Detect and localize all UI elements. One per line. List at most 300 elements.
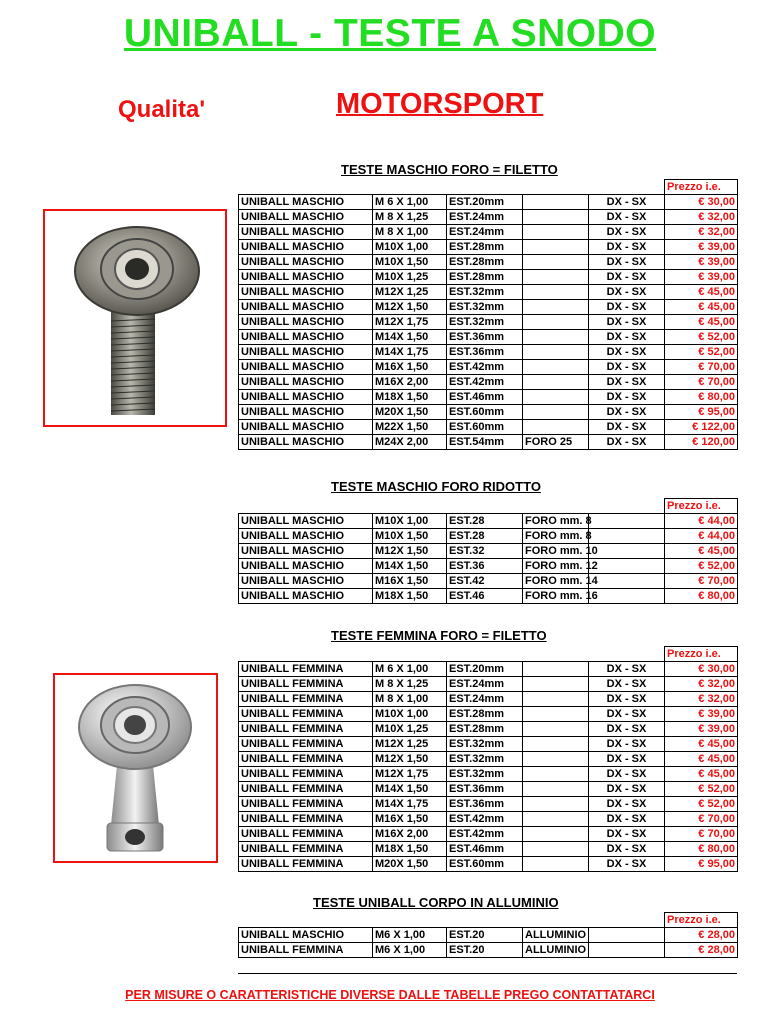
product-cell: UNIBALL MASCHIO (239, 360, 373, 375)
header-empty-cell (523, 647, 589, 662)
thread-cell: M14X 1,50 (373, 330, 447, 345)
price-table-aluminium (238, 912, 738, 958)
product-cell: UNIBALL FEMMINA (239, 812, 373, 827)
thread-cell: M24X 2,00 (373, 435, 447, 450)
thread-cell: M14X 1,75 (373, 345, 447, 360)
thread-cell: M10X 1,50 (373, 529, 447, 544)
price-cell: € 70,00 (665, 360, 738, 375)
direction-cell: DX - SX (589, 255, 665, 270)
product-cell: UNIBALL MASCHIO (239, 405, 373, 420)
thread-cell: M18X 1,50 (373, 842, 447, 857)
price-cell: € 45,00 (665, 544, 738, 559)
hole-cell (523, 330, 589, 345)
header-empty-cell (373, 913, 447, 928)
direction-cell: DX - SX (589, 285, 665, 300)
size-cell: EST.28 (447, 529, 523, 544)
size-cell: EST.32mm (447, 285, 523, 300)
product-cell: UNIBALL MASCHIO (239, 345, 373, 360)
price-cell: € 45,00 (665, 300, 738, 315)
size-cell: EST.24mm (447, 210, 523, 225)
table-row (239, 544, 738, 559)
direction-cell: DX - SX (589, 797, 665, 812)
price-cell: € 39,00 (665, 240, 738, 255)
size-cell: EST.42mm (447, 827, 523, 842)
header-empty-cell (523, 913, 589, 928)
direction-cell: DX - SX (589, 315, 665, 330)
price-cell: € 39,00 (665, 255, 738, 270)
size-cell: EST.36mm (447, 797, 523, 812)
direction-cell: DX - SX (589, 390, 665, 405)
thread-cell: M16X 1,50 (373, 812, 447, 827)
hole-cell: FORO mm. 8 (523, 514, 589, 529)
header-empty-cell (373, 647, 447, 662)
thread-cell: M16X 2,00 (373, 375, 447, 390)
thread-cell: M18X 1,50 (373, 390, 447, 405)
hole-cell (523, 315, 589, 330)
size-cell: EST.20mm (447, 195, 523, 210)
thread-cell: M 8 X 1,00 (373, 692, 447, 707)
price-cell: € 45,00 (665, 285, 738, 300)
hole-cell (523, 827, 589, 842)
size-cell: EST.20 (447, 928, 523, 943)
price-table-male (238, 179, 738, 450)
header-empty-cell (523, 499, 589, 514)
hole-cell (523, 255, 589, 270)
thread-cell: M12X 1,50 (373, 300, 447, 315)
direction-cell (589, 574, 665, 589)
header-empty-cell (589, 913, 665, 928)
direction-cell: DX - SX (589, 360, 665, 375)
size-cell: EST.28mm (447, 270, 523, 285)
thread-cell: M12X 1,75 (373, 315, 447, 330)
section-title-male: TESTE MASCHIO FORO = FILETTO (341, 162, 558, 177)
price-table-female (238, 646, 738, 872)
hole-cell (523, 285, 589, 300)
direction-cell: DX - SX (589, 300, 665, 315)
section-title-male-reduced: TESTE MASCHIO FORO RIDOTTO (331, 479, 541, 494)
product-cell: UNIBALL MASCHIO (239, 285, 373, 300)
direction-cell: DX - SX (589, 842, 665, 857)
price-cell: € 39,00 (665, 722, 738, 737)
header-empty-cell (589, 647, 665, 662)
hole-cell: ALLUMINIO (523, 943, 589, 958)
thread-cell: M 6 X 1,00 (373, 662, 447, 677)
direction-cell: DX - SX (589, 707, 665, 722)
price-cell: € 95,00 (665, 405, 738, 420)
size-cell: EST.20 (447, 943, 523, 958)
header-empty-cell (239, 180, 373, 195)
size-cell: EST.46 (447, 589, 523, 604)
hole-cell (523, 420, 589, 435)
table-row (239, 662, 738, 677)
price-cell: € 44,00 (665, 514, 738, 529)
direction-cell: DX - SX (589, 225, 665, 240)
product-cell: UNIBALL MASCHIO (239, 559, 373, 574)
hole-cell: ALLUMINIO (523, 928, 589, 943)
table-header-row (239, 499, 738, 514)
table-row (239, 390, 738, 405)
table-row (239, 677, 738, 692)
hole-cell (523, 300, 589, 315)
direction-cell (589, 514, 665, 529)
direction-cell: DX - SX (589, 330, 665, 345)
table-row (239, 827, 738, 842)
price-cell: € 30,00 (665, 195, 738, 210)
table-row (239, 285, 738, 300)
thread-cell: M6 X 1,00 (373, 943, 447, 958)
hole-cell (523, 390, 589, 405)
hole-cell (523, 722, 589, 737)
thread-cell: M14X 1,75 (373, 797, 447, 812)
size-cell: EST.32 (447, 544, 523, 559)
direction-cell: DX - SX (589, 195, 665, 210)
thread-cell: M10X 1,00 (373, 707, 447, 722)
size-cell: EST.36mm (447, 345, 523, 360)
size-cell: EST.24mm (447, 692, 523, 707)
price-cell: € 28,00 (665, 928, 738, 943)
price-cell: € 95,00 (665, 857, 738, 872)
table-row (239, 240, 738, 255)
thread-cell: M10X 1,25 (373, 270, 447, 285)
table-row (239, 737, 738, 752)
product-cell: UNIBALL FEMMINA (239, 692, 373, 707)
table-row (239, 707, 738, 722)
hole-cell (523, 842, 589, 857)
price-cell: € 45,00 (665, 315, 738, 330)
size-cell: EST.32mm (447, 737, 523, 752)
direction-cell: DX - SX (589, 375, 665, 390)
direction-cell: DX - SX (589, 827, 665, 842)
product-cell: UNIBALL FEMMINA (239, 782, 373, 797)
price-cell: € 39,00 (665, 270, 738, 285)
price-header: Prezzo i.e. (665, 647, 738, 662)
size-cell: EST.60mm (447, 405, 523, 420)
price-cell: € 44,00 (665, 529, 738, 544)
price-cell: € 80,00 (665, 842, 738, 857)
product-cell: UNIBALL MASCHIO (239, 574, 373, 589)
direction-cell: DX - SX (589, 210, 665, 225)
table-row (239, 225, 738, 240)
size-cell: EST.60mm (447, 420, 523, 435)
table-row (239, 270, 738, 285)
direction-cell (589, 544, 665, 559)
product-cell: UNIBALL FEMMINA (239, 722, 373, 737)
header-empty-cell (239, 647, 373, 662)
price-cell: € 39,00 (665, 707, 738, 722)
size-cell: EST.24mm (447, 225, 523, 240)
price-cell: € 52,00 (665, 345, 738, 360)
header-empty-cell (373, 180, 447, 195)
table-row (239, 255, 738, 270)
price-cell: € 70,00 (665, 375, 738, 390)
product-cell: UNIBALL FEMMINA (239, 827, 373, 842)
thread-cell: M20X 1,50 (373, 405, 447, 420)
price-cell: € 80,00 (665, 390, 738, 405)
thread-cell: M10X 1,25 (373, 722, 447, 737)
direction-cell: DX - SX (589, 752, 665, 767)
thread-cell: M14X 1,50 (373, 559, 447, 574)
price-cell: € 45,00 (665, 737, 738, 752)
hole-cell (523, 270, 589, 285)
direction-cell (589, 928, 665, 943)
thread-cell: M10X 1,50 (373, 255, 447, 270)
product-cell: UNIBALL MASCHIO (239, 514, 373, 529)
product-cell: UNIBALL MASCHIO (239, 210, 373, 225)
hole-cell (523, 692, 589, 707)
size-cell: EST.28 (447, 514, 523, 529)
size-cell: EST.28mm (447, 240, 523, 255)
table-row (239, 589, 738, 604)
table-row (239, 767, 738, 782)
price-cell: € 80,00 (665, 589, 738, 604)
product-cell: UNIBALL FEMMINA (239, 677, 373, 692)
price-header: Prezzo i.e. (665, 499, 738, 514)
size-cell: EST.32mm (447, 767, 523, 782)
product-cell: UNIBALL MASCHIO (239, 928, 373, 943)
direction-cell (589, 589, 665, 604)
hole-cell (523, 812, 589, 827)
thread-cell: M18X 1,50 (373, 589, 447, 604)
table-row (239, 797, 738, 812)
header-empty-cell (373, 499, 447, 514)
hole-cell (523, 677, 589, 692)
product-cell: UNIBALL MASCHIO (239, 420, 373, 435)
direction-cell: DX - SX (589, 782, 665, 797)
hole-cell (523, 767, 589, 782)
price-cell: € 122,00 (665, 420, 738, 435)
thread-cell: M 8 X 1,25 (373, 210, 447, 225)
hole-cell (523, 375, 589, 390)
price-cell: € 70,00 (665, 827, 738, 842)
hole-cell (523, 360, 589, 375)
product-cell: UNIBALL MASCHIO (239, 300, 373, 315)
direction-cell (589, 529, 665, 544)
table-row (239, 210, 738, 225)
direction-cell: DX - SX (589, 812, 665, 827)
header-empty-cell (523, 180, 589, 195)
product-cell: UNIBALL MASCHIO (239, 390, 373, 405)
price-cell: € 30,00 (665, 662, 738, 677)
direction-cell: DX - SX (589, 405, 665, 420)
hole-cell (523, 782, 589, 797)
size-cell: EST.36 (447, 559, 523, 574)
table-row (239, 420, 738, 435)
female-rod-end-image (53, 673, 218, 863)
price-header: Prezzo i.e. (665, 180, 738, 195)
thread-cell: M12X 1,25 (373, 737, 447, 752)
table-row (239, 574, 738, 589)
table-row (239, 330, 738, 345)
divider-line (238, 973, 737, 974)
direction-cell: DX - SX (589, 270, 665, 285)
table-row (239, 842, 738, 857)
table-row (239, 782, 738, 797)
price-header: Prezzo i.e. (665, 913, 738, 928)
price-cell: € 52,00 (665, 330, 738, 345)
table-row (239, 435, 738, 450)
thread-cell: M10X 1,00 (373, 514, 447, 529)
thread-cell: M12X 1,75 (373, 767, 447, 782)
product-cell: UNIBALL MASCHIO (239, 225, 373, 240)
product-cell: UNIBALL MASCHIO (239, 544, 373, 559)
size-cell: EST.42 (447, 574, 523, 589)
price-cell: € 28,00 (665, 943, 738, 958)
direction-cell: DX - SX (589, 857, 665, 872)
thread-cell: M14X 1,50 (373, 782, 447, 797)
section-title-female: TESTE FEMMINA FORO = FILETTO (331, 628, 547, 643)
direction-cell: DX - SX (589, 435, 665, 450)
table-header-row (239, 647, 738, 662)
thread-cell: M20X 1,50 (373, 857, 447, 872)
header-empty-cell (447, 913, 523, 928)
hole-cell: FORO mm. 12 (523, 559, 589, 574)
product-cell: UNIBALL FEMMINA (239, 857, 373, 872)
thread-cell: M16X 1,50 (373, 360, 447, 375)
direction-cell (589, 943, 665, 958)
direction-cell: DX - SX (589, 420, 665, 435)
price-cell: € 52,00 (665, 797, 738, 812)
thread-cell: M12X 1,50 (373, 752, 447, 767)
product-cell: UNIBALL MASCHIO (239, 315, 373, 330)
hole-cell (523, 707, 589, 722)
hole-cell (523, 210, 589, 225)
size-cell: EST.24mm (447, 677, 523, 692)
thread-cell: M22X 1,50 (373, 420, 447, 435)
size-cell: EST.28mm (447, 722, 523, 737)
male-rod-end-image (43, 209, 227, 427)
product-cell: UNIBALL MASCHIO (239, 195, 373, 210)
direction-cell: DX - SX (589, 662, 665, 677)
product-cell: UNIBALL FEMMINA (239, 767, 373, 782)
table-row (239, 405, 738, 420)
price-cell: € 52,00 (665, 782, 738, 797)
direction-cell: DX - SX (589, 677, 665, 692)
size-cell: EST.28mm (447, 255, 523, 270)
product-cell: UNIBALL FEMMINA (239, 752, 373, 767)
header-empty-cell (447, 180, 523, 195)
product-cell: UNIBALL MASCHIO (239, 330, 373, 345)
hole-cell (523, 345, 589, 360)
size-cell: EST.42mm (447, 360, 523, 375)
table-row (239, 752, 738, 767)
price-cell: € 32,00 (665, 225, 738, 240)
footer-note: PER MISURE O CARATTERISTICHE DIVERSE DALLE TABELLE PREGO CONTATTATARCI (125, 988, 655, 1002)
size-cell: EST.42mm (447, 812, 523, 827)
size-cell: EST.36mm (447, 330, 523, 345)
hole-cell (523, 662, 589, 677)
table-row (239, 928, 738, 943)
price-cell: € 32,00 (665, 210, 738, 225)
hole-cell (523, 405, 589, 420)
product-cell: UNIBALL MASCHIO (239, 529, 373, 544)
hole-cell (523, 240, 589, 255)
direction-cell: DX - SX (589, 692, 665, 707)
product-cell: UNIBALL FEMMINA (239, 737, 373, 752)
hole-cell (523, 857, 589, 872)
product-cell: UNIBALL FEMMINA (239, 943, 373, 958)
price-cell: € 52,00 (665, 559, 738, 574)
table-header-row (239, 913, 738, 928)
thread-cell: M16X 1,50 (373, 574, 447, 589)
table-row (239, 514, 738, 529)
thread-cell: M16X 2,00 (373, 827, 447, 842)
thread-cell: M 6 X 1,00 (373, 195, 447, 210)
hole-cell: FORO mm. 14 (523, 574, 589, 589)
product-cell: UNIBALL MASCHIO (239, 589, 373, 604)
section-title-aluminium: TESTE UNIBALL CORPO IN ALLUMINIO (313, 895, 559, 910)
page-title: UNIBALL - TESTE A SNODO (123, 12, 657, 55)
direction-cell: DX - SX (589, 345, 665, 360)
table-row (239, 360, 738, 375)
size-cell: EST.46mm (447, 390, 523, 405)
hole-cell (523, 752, 589, 767)
hole-cell: FORO mm. 16 (523, 589, 589, 604)
quality-label: Qualita' (118, 96, 206, 123)
direction-cell: DX - SX (589, 737, 665, 752)
size-cell: EST.36mm (447, 782, 523, 797)
direction-cell: DX - SX (589, 767, 665, 782)
table-row (239, 857, 738, 872)
size-cell: EST.32mm (447, 300, 523, 315)
direction-cell: DX - SX (589, 240, 665, 255)
hole-cell (523, 737, 589, 752)
table-row (239, 943, 738, 958)
price-cell: € 45,00 (665, 767, 738, 782)
thread-cell: M10X 1,00 (373, 240, 447, 255)
header-empty-cell (447, 499, 523, 514)
table-row (239, 529, 738, 544)
table-row (239, 375, 738, 390)
size-cell: EST.32mm (447, 315, 523, 330)
table-row (239, 559, 738, 574)
table-row (239, 722, 738, 737)
quality-value: MOTORSPORT (336, 88, 544, 120)
hole-cell (523, 797, 589, 812)
table-row (239, 300, 738, 315)
thread-cell: M 8 X 1,25 (373, 677, 447, 692)
price-cell: € 70,00 (665, 812, 738, 827)
hole-cell: FORO 25 (523, 435, 589, 450)
price-cell: € 70,00 (665, 574, 738, 589)
product-cell: UNIBALL MASCHIO (239, 270, 373, 285)
table-row (239, 692, 738, 707)
header-empty-cell (589, 180, 665, 195)
price-table-male-reduced (238, 498, 738, 604)
direction-cell: DX - SX (589, 722, 665, 737)
size-cell: EST.32mm (447, 752, 523, 767)
thread-cell: M6 X 1,00 (373, 928, 447, 943)
size-cell: EST.42mm (447, 375, 523, 390)
price-cell: € 32,00 (665, 692, 738, 707)
table-row (239, 345, 738, 360)
header-empty-cell (239, 913, 373, 928)
table-row (239, 195, 738, 210)
product-cell: UNIBALL MASCHIO (239, 255, 373, 270)
header-empty-cell (239, 499, 373, 514)
direction-cell (589, 559, 665, 574)
thread-cell: M12X 1,25 (373, 285, 447, 300)
product-cell: UNIBALL MASCHIO (239, 240, 373, 255)
size-cell: EST.54mm (447, 435, 523, 450)
header-empty-cell (447, 647, 523, 662)
product-cell: UNIBALL MASCHIO (239, 375, 373, 390)
table-row (239, 812, 738, 827)
header-empty-cell (589, 499, 665, 514)
thread-cell: M 8 X 1,00 (373, 225, 447, 240)
product-cell: UNIBALL FEMMINA (239, 797, 373, 812)
price-cell: € 45,00 (665, 752, 738, 767)
hole-cell: FORO mm. 10 (523, 544, 589, 559)
